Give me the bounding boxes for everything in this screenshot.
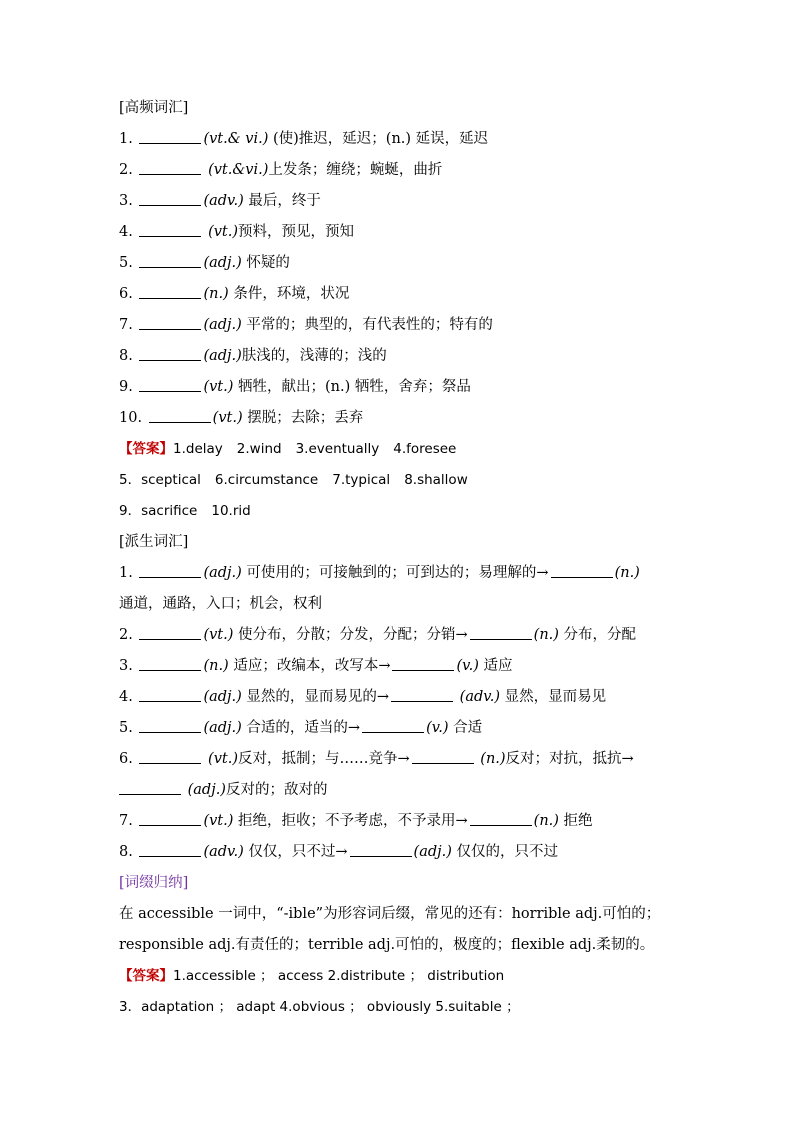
meaning: 预料，预见，预知 (238, 224, 355, 240)
meaning: 仅仅，只不过→ (243, 844, 348, 860)
item-number: 7. (119, 317, 133, 333)
part-of-speech: (adv.) (203, 844, 244, 860)
part-of-speech: (adj.) (203, 565, 242, 581)
meaning: 反对；对抗，抵抗→ (505, 751, 634, 767)
vocab-item (119, 124, 679, 155)
meaning: 摆脱；去除；丢弃 (242, 410, 364, 426)
derived-item-continued: 通道，通路，入口；机会，权利 (119, 596, 322, 612)
answer-tag: 【答案】 (119, 968, 173, 984)
part-of-speech: (n.) (614, 565, 640, 581)
vocab-item (119, 248, 679, 279)
item-number: 3. (119, 193, 133, 209)
item-number: 4. (119, 689, 133, 705)
part-of-speech: (adj.) (203, 317, 242, 333)
derived-item (119, 620, 679, 651)
answer-blank[interactable] (139, 284, 201, 299)
answer: 8.shallow (404, 472, 468, 488)
item-number: 7. (119, 813, 133, 829)
answer-blank[interactable] (470, 625, 532, 640)
item-number: 10. (119, 410, 143, 426)
meaning: 反对，抵制；与……竞争→ (238, 751, 410, 767)
answer-blank[interactable] (350, 842, 412, 857)
part-of-speech: (vt.& vi.) (203, 131, 269, 147)
meaning: 上发条；缠绕；蜿蜒，曲折 (268, 162, 443, 178)
meaning: 显然的，显而易见的→ (241, 689, 390, 705)
answer-blank[interactable] (119, 780, 181, 795)
answer-blank[interactable] (139, 687, 201, 702)
answer: 10.rid (211, 503, 251, 519)
meaning: 拒绝，拒收；不予考虑，不予录用→ (233, 813, 468, 829)
derived-item (119, 713, 679, 744)
vocab-item (119, 155, 679, 186)
answer-blank[interactable] (139, 563, 201, 578)
item-number: 2. (119, 162, 133, 178)
answer-blank[interactable] (139, 625, 201, 640)
item-number: 2. (119, 627, 133, 643)
answer: 3．adaptation ； adapt 4.obvious ； obviously 5.suitable ； (119, 999, 520, 1015)
derived-item (119, 837, 679, 868)
meaning: 仅仅的，只不过 (451, 844, 559, 860)
answer: 2.wind (236, 441, 282, 457)
answer-tag: 【答案】 (119, 441, 173, 457)
answer-blank[interactable] (139, 749, 201, 764)
part-of-speech: (adj.) (203, 689, 242, 705)
item-number: 1. (119, 565, 133, 581)
part-of-speech: (adv.) (203, 193, 244, 209)
affix-note: responsible adj.有责任的；terrible adj.可怕的，极度的；flexible adj.柔韧的。 (119, 937, 655, 953)
meaning: 分布，分配 (558, 627, 637, 643)
part-of-speech: (vt.) (203, 379, 234, 395)
derived-item (119, 806, 679, 837)
meaning: 可使用的；可接触到的；可到达的；易理解的→ (241, 565, 549, 581)
section-title-derived: [派生词汇] (119, 534, 189, 550)
part-of-speech: (v.) (456, 658, 479, 674)
meaning: 反对的；敌对的 (225, 782, 328, 798)
item-number: 5. (119, 720, 133, 736)
item-number: 8. (119, 844, 133, 860)
meaning: 平常的；典型的，有代表性的；特有的 (241, 317, 493, 333)
answer-blank[interactable] (149, 408, 211, 423)
answer-blank[interactable] (139, 253, 201, 268)
derived-item-continued (119, 775, 679, 806)
answer: 5．sceptical (119, 472, 201, 488)
item-number: 1. (119, 131, 133, 147)
answer-blank[interactable] (139, 718, 201, 733)
answer-blank[interactable] (139, 315, 201, 330)
item-number: 6. (119, 286, 133, 302)
item-number: 6. (119, 751, 133, 767)
part-of-speech: (n.) (533, 627, 559, 643)
derived-item (119, 558, 679, 589)
answer-blank[interactable] (551, 563, 613, 578)
answer-row (119, 465, 679, 496)
answer-blank[interactable] (391, 687, 453, 702)
meaning: 最后，终于 (243, 193, 321, 209)
answer: 6.circumstance (214, 472, 319, 488)
vocab-item (119, 341, 679, 372)
derived-item (119, 682, 679, 713)
answer-blank[interactable] (139, 129, 201, 144)
answer: 3.eventually (295, 441, 380, 457)
meaning: 适应 (478, 658, 513, 674)
vocab-item (119, 372, 679, 403)
answer-blank[interactable] (139, 222, 201, 237)
answer: 7.typical (332, 472, 391, 488)
answer-blank[interactable] (139, 160, 201, 175)
part-of-speech: (vt.) (203, 813, 234, 829)
part-of-speech: (v.) (426, 720, 449, 736)
part-of-speech: (n.) (475, 751, 506, 767)
part-of-speech: (adj.) (203, 348, 242, 364)
vocab-item (119, 310, 679, 341)
meaning: 使分布，分散；分发，分配；分销→ (233, 627, 468, 643)
answer-blank[interactable] (139, 191, 201, 206)
vocab-item (119, 279, 679, 310)
vocab-item (119, 186, 679, 217)
answer-row (119, 961, 679, 992)
meaning: 肤浅的，浅薄的；浅的 (241, 348, 387, 364)
answer-row (119, 434, 679, 465)
part-of-speech: (n.) (533, 813, 559, 829)
answer-row (119, 992, 679, 1023)
answer: 9．sacrifice (119, 503, 198, 519)
answer-blank[interactable] (139, 842, 201, 857)
answer-row (119, 496, 679, 527)
answer-blank[interactable] (139, 377, 201, 392)
part-of-speech: (vt.) (208, 224, 239, 240)
vocab-item (119, 403, 679, 434)
part-of-speech: (n.) (203, 286, 229, 302)
meaning: (使)推迟，延迟；(n.) 延误，延迟 (272, 131, 489, 147)
item-number: 8. (119, 348, 133, 364)
part-of-speech: (vt.) (203, 751, 239, 767)
meaning: 显然，显而易见 (500, 689, 607, 705)
derived-item (119, 651, 679, 682)
answer-blank[interactable] (470, 811, 532, 826)
part-of-speech: (adj.) (183, 782, 226, 798)
part-of-speech: (adj.) (203, 720, 242, 736)
answer: 1.accessible ； access 2.distribute ； distribution (173, 968, 505, 984)
meaning: 合适 (448, 720, 483, 736)
part-of-speech: (vt.) (203, 627, 234, 643)
meaning: 拒绝 (558, 813, 593, 829)
part-of-speech: (adj.) (203, 255, 242, 271)
vocab-item (119, 217, 679, 248)
answer: 1.delay (173, 441, 223, 457)
item-number: 4. (119, 224, 133, 240)
affix-note: 在 accessible 一词中，“-ible”为形容词后缀，常见的还有：horrible adj.可怕的； (119, 906, 661, 922)
meaning: 牺牲，献出；(n.) 牺牲，舍弃；祭品 (233, 379, 471, 395)
part-of-speech: (adv.) (455, 689, 501, 705)
section-title-high-frequency: [高频词汇] (119, 100, 189, 116)
part-of-speech: (n.) (203, 658, 229, 674)
meaning: 适应；改编本，改写本→ (228, 658, 391, 674)
answer: 4.foresee (393, 441, 457, 457)
meaning: 合适的，适当的→ (241, 720, 361, 736)
item-number: 9. (119, 379, 133, 395)
part-of-speech: (adj.) (413, 844, 452, 860)
meaning: 条件，环境，状况 (228, 286, 350, 302)
answer-blank[interactable] (139, 656, 201, 671)
derived-item (119, 744, 679, 775)
part-of-speech: (vt.&vi.) (208, 162, 269, 178)
item-number: 3. (119, 658, 133, 674)
item-number: 5. (119, 255, 133, 271)
part-of-speech: (vt.) (212, 410, 243, 426)
section-title-affix: [词缀归纳] (119, 875, 189, 891)
exercise-page (119, 93, 679, 1023)
answer-blank[interactable] (392, 656, 454, 671)
answer-blank[interactable] (139, 346, 201, 361)
meaning: 怀疑的 (241, 255, 290, 271)
answer-blank[interactable] (139, 811, 201, 826)
answer-blank[interactable] (412, 749, 474, 764)
answer-blank[interactable] (362, 718, 424, 733)
